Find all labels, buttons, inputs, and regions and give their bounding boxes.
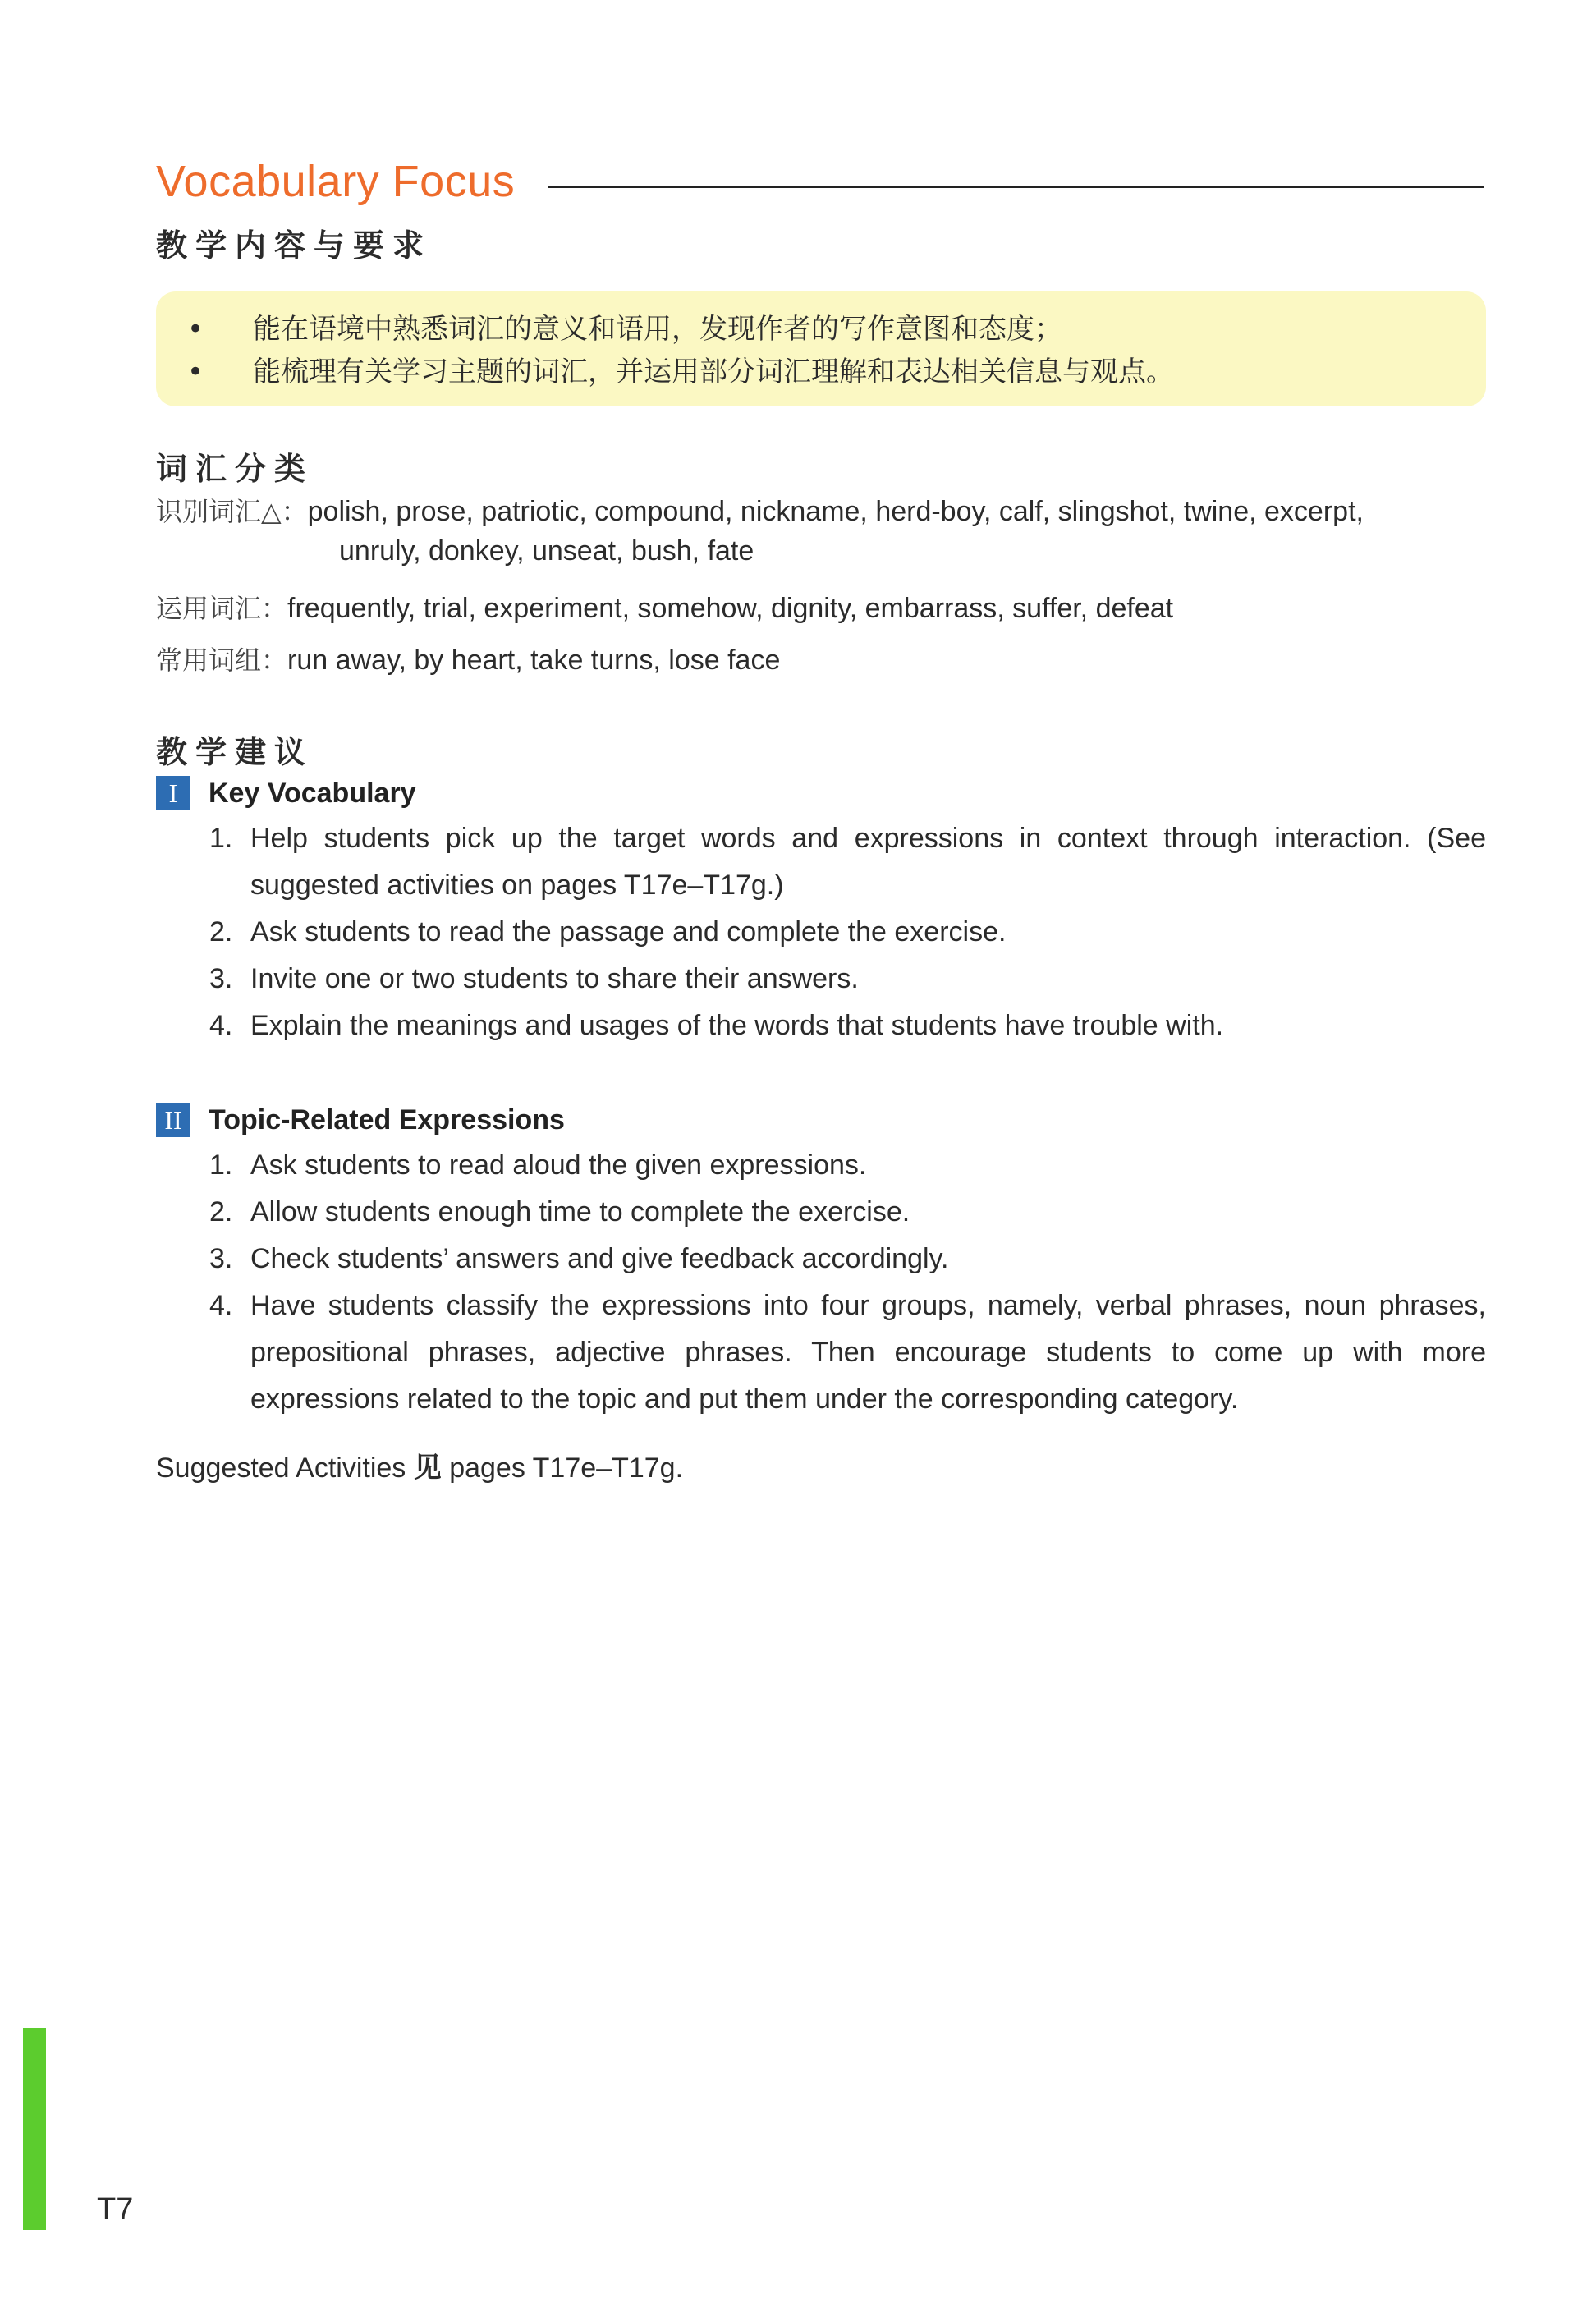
item-text: Allow students enough time to complete the exercise.	[250, 1196, 910, 1228]
list-item	[209, 1196, 910, 1228]
bullet-icon: •	[187, 356, 204, 388]
item-number: 1.	[209, 1150, 233, 1181]
item-number: 4.	[209, 1010, 233, 1041]
teaching-content-heading: 教学内容与要求	[156, 227, 433, 264]
item-number: 3.	[209, 963, 233, 994]
list-item	[209, 1010, 1223, 1042]
active-words: frequently, trial, experiment, somehow, dignity, embarrass, suffer, defeat	[287, 593, 1174, 624]
side-color-bar	[23, 2028, 46, 2230]
requirement-text: 能梳理有关学习主题的词汇，并运用部分词汇理解和表达相关信息与观点。	[253, 356, 1174, 388]
list-item	[209, 823, 1486, 855]
teaching-suggestions-heading: 教学建议	[156, 734, 314, 770]
title-row	[156, 156, 1486, 213]
item-number: 4.	[209, 1290, 233, 1321]
item-number: 2.	[209, 916, 233, 948]
vocab-classification-heading: 词汇分类	[156, 451, 314, 487]
phrases-label: 常用词组：	[156, 645, 288, 676]
item-text: Have students classify the expressions into four groups, namely, verbal phrases, noun phrases,	[250, 1290, 1486, 1321]
item-text: Help students pick up the target words and expressions in context through interaction. (See	[250, 823, 1486, 854]
section-numeral: I	[156, 776, 190, 810]
suggested-activities	[156, 1445, 683, 1485]
recognition-words: polish, prose, patriotic, compound, nickname, herd-boy, calf, slingshot, twine, excerpt,	[307, 496, 1364, 527]
recognition-words-cont: unruly, donkey, unseat, bush, fate	[339, 535, 754, 567]
suggested-prefix: Suggested Activities	[156, 1452, 414, 1484]
common-phrases	[156, 640, 780, 677]
active-vocab	[156, 588, 1173, 626]
title-rule	[548, 186, 1484, 188]
item-text: Ask students to read aloud the given expressions.	[250, 1150, 867, 1181]
item-text: Ask students to read the passage and complete the exercise.	[250, 916, 1007, 948]
active-label: 运用词汇：	[156, 593, 288, 624]
item-number: 2.	[209, 1196, 233, 1228]
list-item	[209, 1150, 866, 1182]
requirements-box	[156, 291, 1486, 406]
page-number: T7	[97, 2192, 134, 2227]
item-text-cont: prepositional phrases, adjective phrases. Then encourage students to come up with more	[250, 1337, 1486, 1368]
item-text-cont: expressions related to the topic and put them under the corresponding category.	[250, 1384, 1239, 1415]
section-heading	[156, 776, 416, 812]
section-title: Topic-Related Expressions	[209, 1104, 565, 1136]
item-text-cont: suggested activities on pages T17e–T17g.)	[250, 870, 784, 901]
list-item	[209, 916, 1006, 948]
list-item	[209, 1243, 948, 1275]
requirement-item	[187, 349, 1174, 389]
section-title: Key Vocabulary	[209, 777, 416, 809]
section-numeral: II	[156, 1103, 190, 1137]
requirement-text: 能在语境中熟悉词汇的意义和语用，发现作者的写作意图和态度；	[253, 313, 1062, 346]
phrases-words: run away, by heart, take turns, lose face	[287, 645, 781, 676]
list-item	[209, 963, 859, 995]
item-number: 3.	[209, 1243, 233, 1274]
recognition-label: 识别词汇△：	[156, 496, 308, 527]
page-title: Vocabulary Focus	[156, 157, 516, 206]
bullet-icon: •	[187, 313, 204, 346]
list-item	[209, 1290, 1486, 1322]
item-text: Invite one or two students to share their answers.	[250, 963, 859, 994]
item-number: 1.	[209, 823, 233, 854]
suggested-cn: 见	[413, 1452, 442, 1484]
recognition-vocab	[156, 491, 1364, 529]
section-heading	[156, 1103, 565, 1139]
requirement-item	[187, 306, 1062, 346]
item-text: Explain the meanings and usages of the words that students have trouble with.	[250, 1010, 1224, 1041]
item-text: Check students’ answers and give feedback accordingly.	[250, 1243, 949, 1274]
suggested-suffix: pages T17e–T17g.	[441, 1452, 684, 1484]
